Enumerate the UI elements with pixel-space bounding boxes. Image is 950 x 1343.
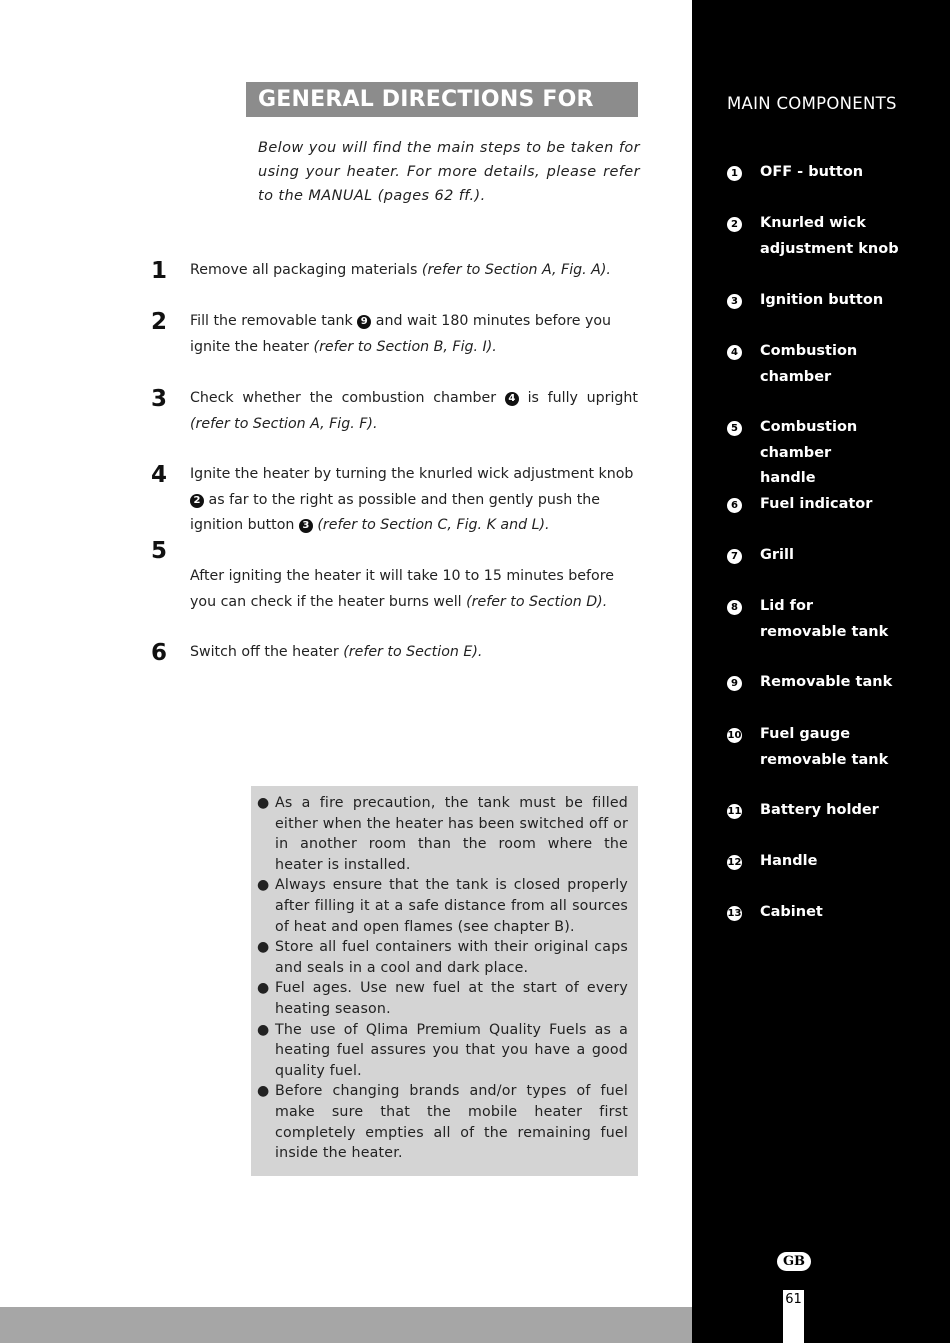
list-item [257, 793, 628, 875]
step-6-body: Switch off the heater [190, 644, 344, 660]
bullet-icon: ● [257, 1083, 270, 1100]
component-label: Fuel gauge removable tank [760, 726, 889, 768]
note-text: Before changing brands and/or types of fuel make sure that the mobile heater first completely empties all of the remaining fuel inside the heater. [275, 1083, 628, 1162]
component-label: Ignition button [760, 292, 884, 308]
safety-notes-box [251, 786, 638, 1176]
step-number-2: 2 [151, 309, 168, 335]
step-4-text [190, 462, 640, 539]
bullet-icon: ● [257, 877, 270, 894]
number-marker-icon: 5 [727, 421, 742, 436]
step-6-ref: (refer to Section E). [343, 644, 483, 660]
step-5-text [190, 564, 638, 615]
footer-bar [0, 1307, 692, 1343]
list-item [257, 875, 628, 937]
step-number-5: 5 [151, 538, 168, 564]
step-2-text [190, 309, 638, 360]
number-marker-icon: 13 [727, 908, 742, 919]
step-5-ref: (refer to Section D). [466, 593, 608, 610]
component-label: Combustion chamber [760, 343, 858, 385]
component-label: OFF - button [760, 164, 864, 180]
intro-text: Below you will find the main steps to be taken for using your heater. For more details, please refer to the MANUAL (pages 62 ff.). [258, 140, 640, 204]
step-number-6: 6 [151, 640, 168, 666]
step-3-ref: (refer to Section A, Fig. F). [190, 415, 378, 432]
page-number: 61 [783, 1290, 804, 1343]
sidebar-title: MAIN COMPONENTS [727, 94, 897, 113]
step-4-ref: (refer to Section C, Fig. K and L). [312, 517, 550, 533]
list-item [257, 1081, 628, 1163]
bullet-icon: ● [257, 1021, 270, 1038]
components-sidebar [692, 0, 950, 1343]
step-number-1: 1 [151, 258, 168, 284]
number-marker-icon: 9 [727, 676, 742, 691]
bullet-icon: ● [257, 980, 270, 997]
step-3-text [190, 386, 638, 437]
note-text: Store all fuel containers with their original caps and seals in a cool and dark place. [275, 939, 628, 976]
step-1-ref: (refer to Section A, Fig. A). [421, 262, 611, 278]
number-marker-icon: 10 [727, 730, 742, 741]
component-label: Cabinet [760, 904, 823, 920]
number-marker-icon: 4 [727, 345, 742, 360]
list-item [257, 1020, 628, 1082]
note-text: Fuel ages. Use new fuel at the start of every heating season. [275, 980, 628, 1017]
step-2-ref: (refer to Section B, Fig. I). [313, 338, 497, 355]
step-3-body: Check whether the combustion chamber [190, 390, 505, 406]
number-marker-icon: 6 [727, 498, 742, 513]
list-item [257, 937, 628, 978]
step-5-body: After igniting the heater it will take 10 to 15 minutes before you can check if the heater burns well [190, 568, 614, 610]
number-marker-icon: 1 [727, 166, 742, 181]
number-marker-icon: 2 [727, 217, 742, 232]
number-marker-icon: 8 [727, 600, 742, 615]
note-text: As a fire precaution, the tank must be filled either when the heater has been switched off or in another room than the room where the heater is installed. [275, 795, 628, 873]
component-label: Knurled wick adjustment knob [760, 215, 899, 257]
step-3-body-cont: is fully upright [518, 390, 638, 406]
step-1-text [190, 258, 638, 284]
language-badge: GB [777, 1252, 811, 1271]
component-label: Handle [760, 853, 818, 869]
number-marker-icon: 11 [727, 806, 742, 817]
component-label: Battery holder [760, 802, 879, 818]
component-marker-icon: 9 [357, 315, 371, 329]
step-number-3: 3 [151, 386, 168, 412]
safety-notes-list [257, 793, 628, 1164]
component-marker-icon: 4 [505, 392, 519, 406]
note-text: The use of Qlima Premium Quality Fuels as a heating fuel assures you that you have a good quality fuel. [275, 1021, 628, 1079]
step-number-4: 4 [151, 462, 168, 488]
page-title: GENERAL DIRECTIONS FOR USE [246, 82, 638, 117]
component-label: Removable tank [760, 674, 893, 690]
component-label: Combustion chamber handle [760, 419, 858, 486]
number-marker-icon: 3 [727, 294, 742, 309]
component-marker-icon: 3 [299, 519, 313, 533]
bullet-icon: ● [257, 939, 270, 956]
component-label: Grill [760, 547, 794, 563]
bullet-icon: ● [257, 795, 270, 811]
step-2-body-cont: and wait 180 minutes before you ignite the heater [190, 313, 612, 355]
step-2-body: Fill the removable tank [190, 313, 358, 329]
step-4-body-cont: as far to the right as possible and then gently push the ignition button [190, 491, 601, 533]
step-4-body: Ignite the heater by turning the knurled wick adjustment knob [190, 466, 634, 482]
note-text: Always ensure that the tank is closed properly after filling it at a safe distance from all sources of heat and open flames (see chapter B). [275, 877, 628, 935]
list-item [257, 978, 628, 1019]
component-marker-icon: 2 [190, 494, 204, 508]
number-marker-icon: 12 [727, 857, 742, 868]
step-1-body: Remove all packaging materials [190, 262, 422, 278]
number-marker-icon: 7 [727, 549, 742, 564]
step-6-text [190, 640, 638, 666]
component-label: Fuel indicator [760, 496, 873, 512]
component-label: Lid for removable tank [760, 598, 889, 640]
